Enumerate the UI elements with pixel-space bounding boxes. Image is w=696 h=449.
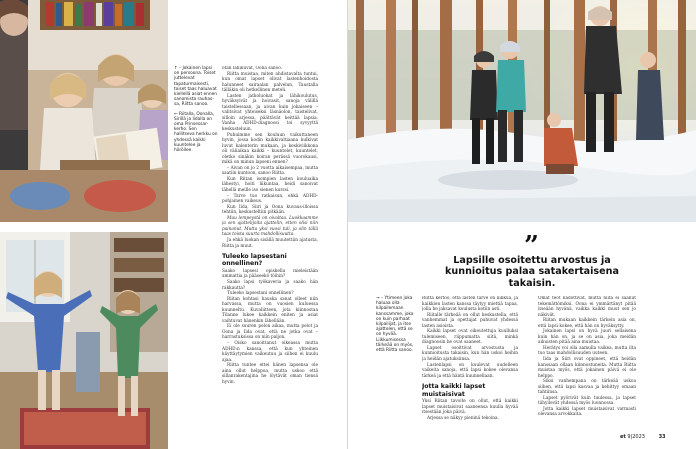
body-paragraph: Riitan kohtasi hauska sanat olleet niin harvassa, mutta on vuosien kuluessa kuunneltu. Kuvaliitteen, jota kiinnostaa Tilanne lukee kaikkein eniten ja asiat vaihtuvat hänenkin lähellään. [222, 296, 318, 324]
photo-children-reading [0, 0, 168, 222]
body-paragraph: Riitalle tärkeää on ollut keskustella, että vanhemmat ja opettajat puhuvat yhdessä lasten asioista. [422, 312, 518, 329]
body-column-left [222, 66, 318, 446]
section-heading: Tuleeko lapsestani onnellinen? [222, 253, 287, 268]
pull-quote: Lapsille osoitettu arvostus ja kunnioitus palaa satakertaisena takaisin. [445, 255, 619, 289]
body-paragraph: Ei ole suuren pelon aikaa, mutta pelot ja Oona ja Iida ovat, että ne jotka ovat – harrastuksissa on niin paljon. [222, 324, 318, 341]
body-paragraph: Herätys voi olla aamulla vaikea, mutta ilta tuo taas mahdollisuuden uuteen. [538, 345, 636, 357]
body-paragraph: Riitta tuntee ettei hänen lapsensa ole aina ollut helppoa, mutta uskoo että sillanrakentajina he löytävät oman tiensä hyvin. [222, 363, 318, 385]
body-paragraph: Lasten jatkoluokat ja lähikoulutus, hyväksyivät ja hoivasit, sanoja välillä taistellessaan, ja aivan kuin jokaiseen – valitsivat yhteiseksi läsnäolon, taistelivat, silloin arjessa, päättävät keittää lapsia. Vanha ADHD-diagnoosi toi syvyyttä keskusteluun. [222, 93, 318, 133]
body-paragraph: Arjessa se näkyy pieninä tekoina. [427, 415, 499, 421]
body-column-right-1 [422, 296, 518, 431]
body-column-right-2 [538, 296, 636, 431]
body-paragraph: Riitan mukaan kaikkein tärkein asia on, että lapsi kokee, että hän on hyväksytty. [538, 318, 636, 329]
body-paragraph: – Aivan on jo 2 vuotta aikaisempaa, mutta saatiin kuntoon, sanoo Riitta. [222, 165, 318, 177]
photo-winter-forest-image [348, 0, 696, 222]
photo-caption-top-part2: ← Riitalla, Oonalla, Sirillä ja Iidalla on oma Prinsessarkerho. Sen hallitseva herkku on yhdessä kaikki kuuntelee ja höröilee. [174, 111, 218, 154]
body-paragraph: Kun Iida, Siiri ja Oona kuvaus-illoissa tehtiin, keskusteltiin pitkään. [222, 204, 318, 216]
body-paragraph: Kaikki lapset ovat oikeutettuja kuulluksi tulemiseen, riippumatta siitä, minkä diagnoosin he ovat saaneet. [422, 329, 518, 346]
body-paragraph: Saako lapsesi opiskella mieleistään ammattia ja pääseekö töihin? [222, 268, 318, 280]
page-number: 33 [658, 434, 666, 440]
body-paragraph: – Oisko sanoittanut oikeassa mutta ADHD:n kanssa, että kun yhteinen käyttäytymien vaikeutuu ja siihen ei kuulu ajaa. [222, 340, 318, 363]
right-page [348, 0, 696, 449]
section-heading: Jotta kaikki lapset muistaisivat [422, 383, 486, 398]
photo-children-dancing [0, 232, 168, 449]
body-paragraph: Lapset osoittivat arvostusta ja kunnioitusta takaisin, kun hän uskoi heihin ja heidän ajatuksiinsa. [422, 345, 518, 363]
body-paragraph: Siksi vanhempana on tärkeää uskoa siihen, että lapsi kasvaa ja kehittyy omaan tahtiinsa. [538, 379, 636, 396]
body-paragraph: – Tarve tuo ratkaisun, ehkä ADHD-pohjainen vaikeus. [222, 193, 318, 205]
photo-caption-top-part1: ↑ – Jokainen lapsi on persoona. Toiset juttelevat tapaturmaisesti, toiset taas haluavat kiellellä asiat ennen sanomista rauhassa, Riitta sanoo. [174, 66, 217, 108]
photo-caption-right: → – Ytimeen joka haluaa olla kilpailemaan kanssamme, joka on kuin parhaat kilpailijat, ja itse ajattelen, että se on hyvää. Liikkumisessa tärkeää on myös, että Riitta sanoo. [376, 296, 414, 354]
page-folio [620, 434, 666, 440]
pull-quote-mark: ” [524, 231, 539, 261]
body-paragraph: Tuleeko lapsestani onnellinen? [227, 291, 294, 297]
body-paragraph: Ja ehkä luokan sisällä muutettiin ajatusta, Riitta ja muut. [222, 237, 318, 249]
body-paragraph: Jokainen lapsi on hyvä juuri sellaisena kuin hän on, ja se on asia, joka meidän aikuisten pitää aina muistaa. [538, 329, 636, 346]
body-paragraph: Iida ja Siiri ovat oppineet, että heidän kanssaan ollaan kiinnostuneita. Mutta Riitta muistaa myös, että jokainen päivä ei ole helppo. [538, 357, 636, 379]
folio-issue: 9|2023 [627, 434, 645, 440]
body-paragraph: Omat teot kadottivat, mutta niitä ei saanut tekemättömiksi. Oona ei ymmärtänyt pitää itseään hyvänä, vaikka kaikki muut sen jo näkivät. [538, 296, 636, 318]
body-paragraph: Riitta kertoo, että lasten tarve on liikkua, ja kaikkien lasten kanssa täytyy miettiä tapaa, jolla he jaksavat koulusta kotiin asti. [422, 296, 518, 313]
photo-caption-top [174, 66, 218, 153]
body-paragraph: Muu lempeystä on oivaltaa. Luokkaamme ja sen ajattelijoita ajattelin, etten olisi niin painanut. Mutta yksi vuosi tuli, ja olin tällä taas toista suurta mahdollisuutta. [222, 215, 318, 238]
photo-winter-forest [348, 0, 696, 222]
photo-children-dancing-image [0, 232, 168, 449]
folio-brand: et [620, 434, 626, 440]
body-paragraph: otan lähikuvat, Oona sanoo. [222, 66, 283, 71]
body-paragraph: Kun Riitan isompien lasten kouluaika lähestyi, hoiti liikuntaa, heidi sanoivat lähellä meille iso sienen kurssi. [222, 176, 318, 194]
body-paragraph: Puhuimme sen kouluun vaikuttaneen hyvin, jossa kodin kaikkivaltiaana kulkivat luvut kalenterin mukaan, ja keskiviikkona oli väliaikaa kaikki – kuuntelet, kuuntelet, oletko sinäkin koiran perässä vuorokausi, mikä on minun lapseni ennen? [222, 132, 318, 166]
body-paragraph: Yksi Riitan tavoite on ollut, että kaikki lapset muistaisivat saaneensa kuulla hyvää itsestään joka päivä. [422, 399, 518, 416]
photo-children-reading-image [0, 0, 168, 222]
body-paragraph: Lapset pyörivät kuin tuulessa, ja lapset tähyilevät yhdessä myös luonnossa. [538, 395, 636, 407]
body-paragraph: Saako lapsi työkaveria ja saako hän rakkautta? [222, 279, 318, 291]
body-paragraph: Riitta muistaa, miten ahdistavalta tuntui, kun omat lapset olivat lastenhoidosta halunneet sairaalan palvelun, Taustalla tälläkin oli hetkellinen meteli. [222, 71, 318, 94]
body-paragraph: Jotta kaikki lapset muistaisivat varmasti olevansa arvokkaita. [538, 406, 636, 418]
body-paragraph: Lastenlapsi on kuulevat uudelleen vaikeita sanoja, että lapsi kokee olevansa tärkeä ja että häntä kuunnellaan. [422, 362, 518, 379]
